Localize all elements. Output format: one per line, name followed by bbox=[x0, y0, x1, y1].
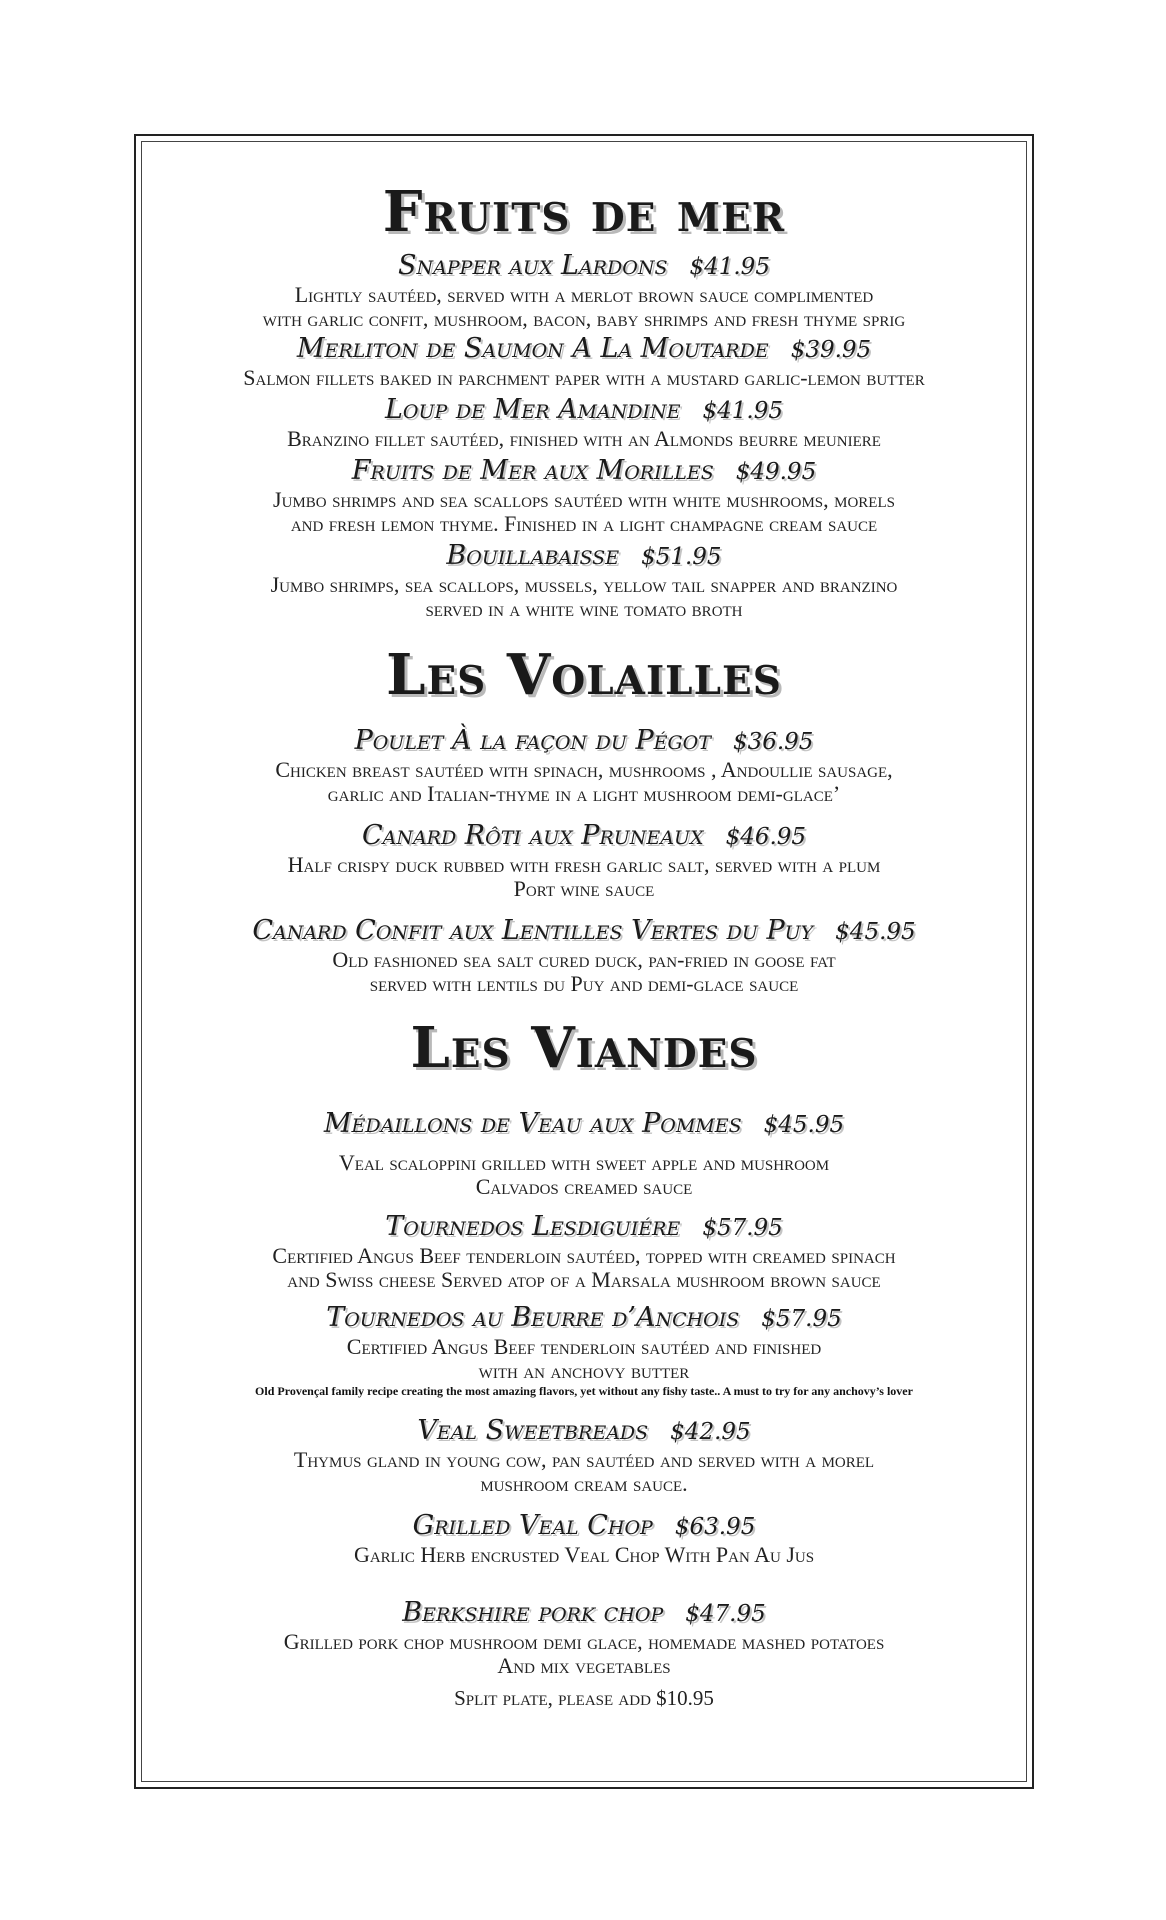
dish-item bbox=[140, 820, 1028, 901]
dish-description bbox=[140, 283, 1028, 331]
dish-description-line: Veal scaloppini grilled with sweet apple and mushroom bbox=[338, 1150, 830, 1175]
dish-item bbox=[140, 1302, 1028, 1399]
dish-price: $39.95 bbox=[790, 337, 872, 363]
dish-description-line: Half crispy duck rubbed with fresh garlic salt, served with a plum bbox=[287, 852, 881, 877]
dish-description bbox=[140, 488, 1028, 536]
dish-description bbox=[140, 853, 1028, 901]
dish-description bbox=[140, 427, 1028, 451]
dish-description-line: Certified Angus Beef tenderloin sautéed and finished bbox=[346, 1334, 822, 1359]
dish-name: Tournedos au Beurre d’Anchois bbox=[326, 1302, 740, 1333]
dish-description-line: Jumbo shrimps and sea scallops sautéed with white mushrooms, morels bbox=[273, 487, 895, 512]
dish-title bbox=[140, 455, 1028, 488]
dish-price: $41.95 bbox=[702, 398, 783, 424]
dish-item bbox=[140, 915, 1028, 996]
dish-description bbox=[140, 573, 1028, 621]
dish-description-line: and fresh lemon thyme. Finished in a light champagne cream sauce bbox=[290, 511, 878, 536]
dish-name: Snapper aux Lardons bbox=[398, 250, 668, 281]
dish-item bbox=[140, 1108, 1028, 1199]
dish-title bbox=[140, 1108, 1028, 1141]
dish-description-line: mushroom cream sauce. bbox=[480, 1471, 688, 1496]
dish-title bbox=[140, 333, 1028, 366]
dish-description-line: served with lentils du Puy and demi-glace sauce bbox=[369, 971, 799, 996]
dish-item bbox=[140, 250, 1028, 331]
dish-item bbox=[140, 725, 1028, 806]
dish-price: $42.95 bbox=[670, 1419, 751, 1445]
dish-item bbox=[140, 333, 1028, 390]
dish-item bbox=[140, 540, 1028, 621]
dish-title bbox=[140, 1211, 1028, 1244]
dish-price: $49.95 bbox=[735, 459, 817, 485]
dish-price: $36.95 bbox=[732, 729, 814, 755]
section-poultry bbox=[140, 643, 1028, 996]
dish-note: Old Provençal family recipe creating the most amazing flavors, yet without any fishy taste.. A must to try for any anchovy’s lover bbox=[255, 1384, 913, 1398]
dish-title bbox=[140, 540, 1028, 573]
dish-description-line: Grilled pork chop mushroom demi glace, homemade mashed potatoes bbox=[283, 1629, 885, 1654]
dish-title bbox=[140, 725, 1028, 758]
dish-description bbox=[140, 1630, 1028, 1678]
dish-description bbox=[140, 1151, 1028, 1199]
dish-price: $57.95 bbox=[702, 1215, 783, 1241]
dish-item bbox=[140, 1510, 1028, 1567]
dish-description-line: with an anchovy butter bbox=[478, 1358, 690, 1383]
dish-price: $45.95 bbox=[763, 1112, 845, 1138]
dish-item bbox=[140, 394, 1028, 451]
dish-price: $41.95 bbox=[689, 254, 770, 280]
section-title-poultry: Les Volailles bbox=[386, 642, 782, 708]
dish-title bbox=[140, 250, 1028, 283]
dish-description-line: Chicken breast sautéed with spinach, mushrooms , Andoullie sausage, bbox=[275, 757, 893, 782]
section-title-seafood: Fruits de mer bbox=[382, 179, 786, 245]
dish-item bbox=[140, 455, 1028, 536]
section-seafood bbox=[140, 180, 1028, 621]
dish-description-line: served in a white wine tomato broth bbox=[425, 596, 743, 621]
menu-content bbox=[140, 172, 1028, 1710]
dish-price: $46.95 bbox=[725, 824, 807, 850]
dish-description-line: Calvados creamed sauce bbox=[475, 1174, 693, 1199]
section-meats bbox=[140, 1016, 1028, 1710]
dish-description bbox=[140, 366, 1028, 390]
split-plate-note: Split plate, please add $10.95 bbox=[454, 1686, 714, 1710]
dish-description-line: Salmon fillets baked in parchment paper with a mustard garlic-lemon butter bbox=[243, 365, 925, 390]
dish-name: Bouillabaisse bbox=[446, 540, 620, 571]
dish-name: Grilled Veal Chop bbox=[412, 1510, 653, 1541]
dish-item bbox=[140, 1415, 1028, 1496]
dish-name: Médaillons de Veau aux Pommes bbox=[323, 1108, 742, 1139]
dish-price: $51.95 bbox=[641, 544, 722, 570]
section-title-meats: Les Viandes bbox=[410, 1015, 758, 1081]
dish-description-line: Branzino fillet sautéed, finished with an Almonds beurre meuniere bbox=[287, 426, 881, 451]
dish-price: $47.95 bbox=[685, 1601, 766, 1627]
dish-name: Merliton de Saumon A La Moutarde bbox=[296, 333, 769, 364]
dish-name: Canard Rôti aux Pruneaux bbox=[361, 820, 704, 851]
dish-description-line: Port wine sauce bbox=[513, 876, 655, 901]
dish-description-line: with garlic confit, mushroom, bacon, baby shrimps and fresh thyme sprig bbox=[262, 306, 906, 331]
dish-description bbox=[140, 1244, 1028, 1292]
dish-price: $57.95 bbox=[761, 1306, 842, 1332]
dish-name: Berkshire pork chop bbox=[402, 1597, 664, 1628]
dish-description-line: Thymus gland in young cow, pan sautéed and served with a morel bbox=[293, 1447, 875, 1472]
dish-name: Loup de Mer Amandine bbox=[385, 394, 681, 425]
dish-title bbox=[140, 1415, 1028, 1448]
dish-title bbox=[140, 394, 1028, 427]
dish-description bbox=[140, 1448, 1028, 1496]
dish-name: Veal Sweetbreads bbox=[417, 1415, 649, 1446]
dish-item bbox=[140, 1211, 1028, 1292]
dish-price: $63.95 bbox=[674, 1514, 756, 1540]
dish-name: Tournedos Lesdiguiére bbox=[385, 1211, 681, 1242]
dish-title bbox=[140, 1302, 1028, 1335]
dish-name: Fruits de Mer aux Morilles bbox=[351, 455, 714, 486]
dish-description-line: Garlic Herb encrusted Veal Chop With Pan Au Jus bbox=[353, 1542, 815, 1567]
dish-title bbox=[140, 1597, 1028, 1630]
dish-price: $45.95 bbox=[835, 919, 916, 945]
dish-name: Canard Confit aux Lentilles Vertes du Puy bbox=[252, 915, 814, 946]
dish-description-line: Lightly sautéed, served with a merlot brown sauce complimented bbox=[294, 282, 874, 307]
dish-description-line: Old fashioned sea salt cured duck, pan-fried in goose fat bbox=[332, 947, 836, 972]
dish-description-line: And mix vegetables bbox=[497, 1653, 671, 1678]
dish-description bbox=[140, 1335, 1028, 1383]
dish-name: Poulet À la façon du Pégot bbox=[354, 725, 711, 756]
dish-description bbox=[140, 948, 1028, 996]
dish-item bbox=[140, 1597, 1028, 1710]
dish-description bbox=[140, 758, 1028, 806]
dish-description-line: Jumbo shrimps, sea scallops, mussels, yellow tail snapper and branzino bbox=[270, 572, 898, 597]
dish-title bbox=[140, 1510, 1028, 1543]
dish-description bbox=[140, 1543, 1028, 1567]
dish-description-line: and Swiss cheese Served atop of a Marsala mushroom brown sauce bbox=[287, 1267, 881, 1292]
dish-title bbox=[140, 915, 1028, 948]
dish-description-line: Certified Angus Beef tenderloin sautéed, topped with creamed spinach bbox=[272, 1243, 896, 1268]
dish-description-line: garlic and Italian-thyme in a light mushroom demi-glace’ bbox=[327, 781, 841, 806]
dish-title bbox=[140, 820, 1028, 853]
